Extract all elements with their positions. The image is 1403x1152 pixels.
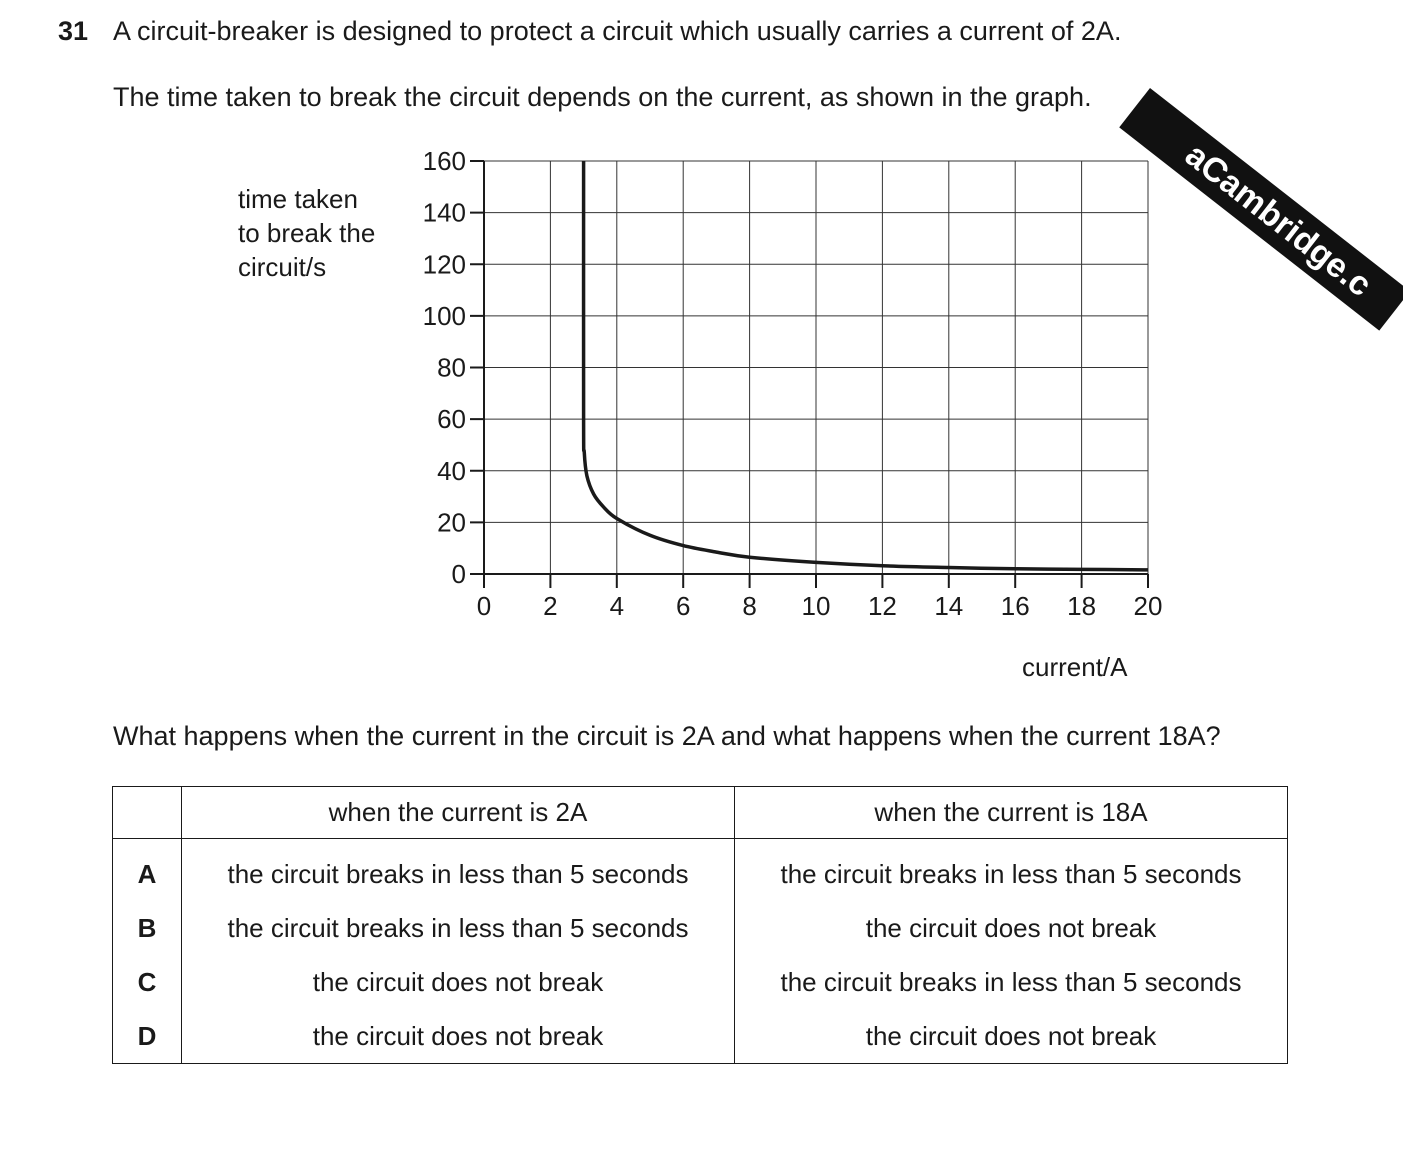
question-number: 31 — [58, 16, 89, 46]
header-cell-key — [113, 787, 182, 839]
option-row-d[interactable] — [113, 1009, 1288, 1064]
x-tick-label: 4 — [609, 591, 625, 621]
option-18a-outcome: the circuit does not break — [735, 901, 1288, 955]
x-tick-label: 12 — [867, 591, 897, 621]
question-text-line-1: A circuit-breaker is designed to protect a circuit which usually carries a current of 2A. — [113, 16, 1122, 46]
option-2a-outcome: the circuit breaks in less than 5 seconds — [182, 839, 735, 902]
header-cell-18a: when the current is 18A — [735, 787, 1288, 839]
x-tick-label: 20 — [1133, 591, 1163, 621]
option-row-a[interactable] — [113, 839, 1288, 902]
y-axis-label-line: circuit/s — [238, 252, 327, 282]
option-letter: B — [113, 901, 182, 955]
option-row-c[interactable] — [113, 955, 1288, 1009]
option-2a-outcome: the circuit does not break — [182, 1009, 735, 1064]
option-2a-outcome: the circuit does not break — [182, 955, 735, 1009]
y-tick-label: 0 — [451, 559, 466, 589]
option-letter: C — [113, 955, 182, 1009]
option-18a-outcome: the circuit does not break — [735, 1009, 1288, 1064]
y-tick-label: 120 — [422, 249, 466, 280]
y-tick-label: 80 — [437, 352, 466, 383]
y-axis-label-line: time taken — [238, 184, 358, 214]
x-tick-label: 16 — [1000, 591, 1030, 621]
option-2a-outcome: the circuit breaks in less than 5 seconds — [182, 901, 735, 955]
x-axis-label: current/A — [1022, 652, 1128, 682]
y-tick-label: 40 — [437, 455, 466, 486]
breaking-time-curve — [584, 161, 1148, 570]
option-18a-outcome: the circuit breaks in less than 5 seconds — [735, 955, 1288, 1009]
x-tick-label: 2 — [543, 591, 558, 621]
y-tick-label: 100 — [422, 300, 466, 331]
watermark-banner: aCambridge.c — [1119, 88, 1403, 331]
x-tick-label: 6 — [675, 591, 691, 621]
option-letter: D — [113, 1009, 182, 1064]
y-tick-label: 60 — [437, 404, 466, 435]
x-tick-label: 14 — [934, 591, 964, 621]
x-tick-label: 18 — [1067, 591, 1097, 621]
option-row-b[interactable] — [113, 901, 1288, 955]
x-tick-label: 8 — [742, 591, 757, 621]
question-text-line-2: The time taken to break the circuit depends on the current, as shown in the graph. — [113, 82, 1092, 112]
x-tick-label: 0 — [476, 591, 492, 621]
option-letter: A — [113, 839, 182, 902]
y-tick-label: 20 — [437, 507, 466, 538]
y-axis-label-line: to break the — [238, 218, 376, 248]
header-cell-2a: when the current is 2A — [182, 787, 735, 839]
answer-options-table — [112, 786, 1288, 1064]
x-tick-label: 10 — [801, 591, 831, 621]
question-prompt: What happens when the current in the circuit is 2A and what happens when the current 18A? — [113, 721, 1221, 751]
y-tick-label: 140 — [422, 197, 466, 228]
option-18a-outcome: the circuit breaks in less than 5 seconds — [735, 839, 1288, 902]
table-header-row — [113, 787, 1288, 839]
y-tick-label: 160 — [422, 146, 466, 176]
